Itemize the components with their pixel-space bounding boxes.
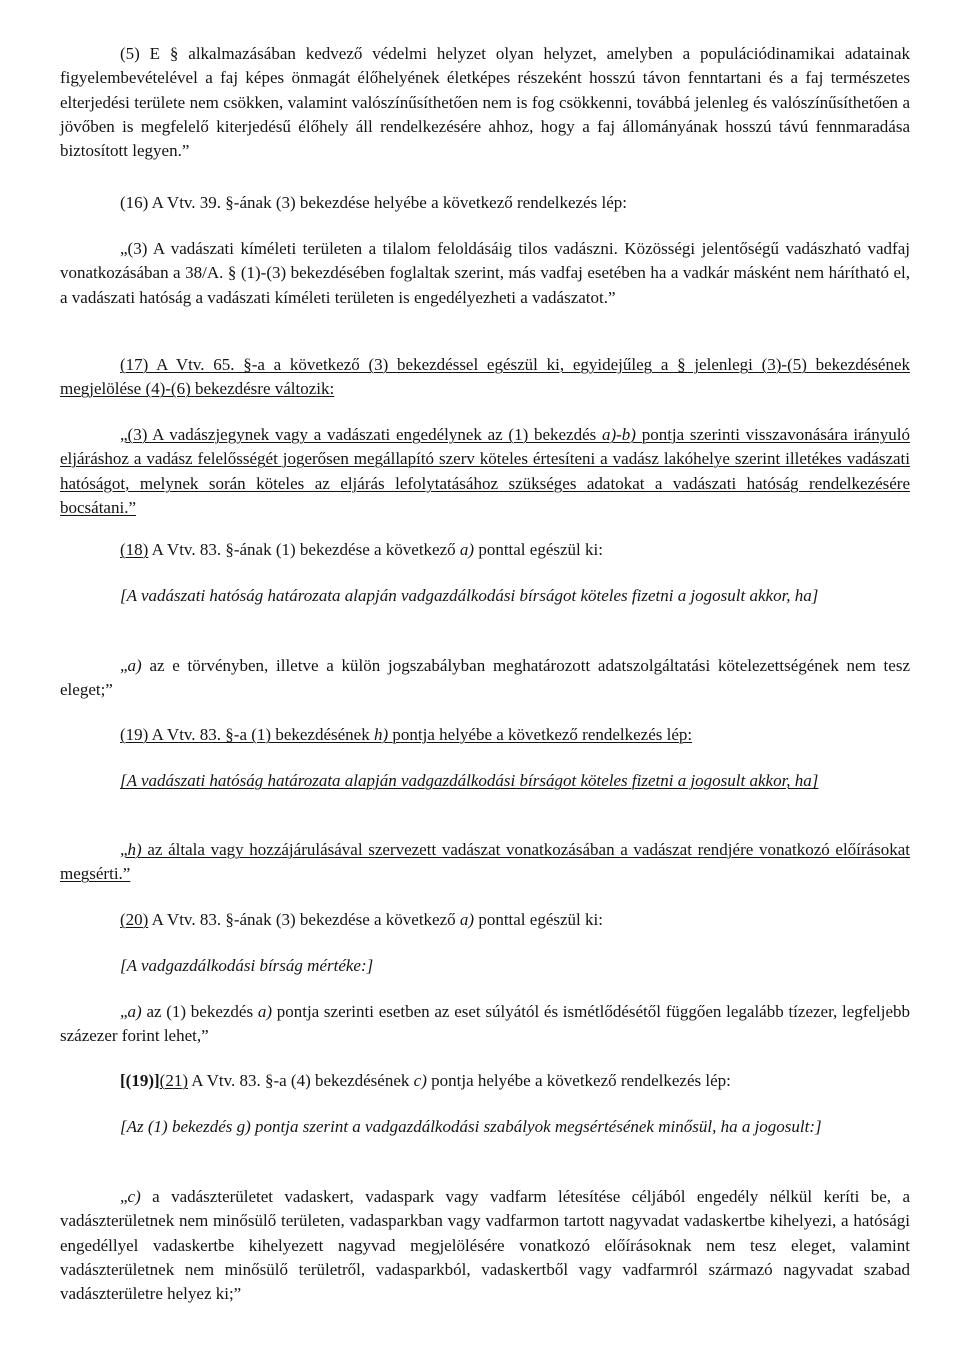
paragraph-20-intro bbox=[60, 954, 910, 978]
paragraph-21-intro-text: [Az (1) bekezdés g) pontja szerint a vadgazdálkodási szabályok megsértésének minősül, ha a jogosult:] bbox=[120, 1117, 822, 1136]
paragraph-21-intro bbox=[60, 1115, 910, 1139]
paragraph-20-heading: (20) A Vtv. 83. §-ának (3) bekezdése a következő a) ponttal egészül ki: bbox=[120, 910, 603, 929]
paragraph-19-heading bbox=[60, 723, 910, 747]
paragraph-16-heading-text: (16) A Vtv. 39. §-ának (3) bekezdése helyébe a következő rendelkezés lép: bbox=[120, 193, 627, 212]
paragraph-21-body: „c) a vadászterületet vadaskert, vadaspark vagy vadfarm létesítése céljából engedély nélkül keríti be, a vadászterületnek nem minősülő területen, vadasparkban vagy vadfarmon tartott nagyvadat vadaskertbe kihelyezi, a hatósági engedéllyel vadaskertbe kihelyezett nagyvad megjelölésére vonatkozó előírásoknak nem tesz eleget, valamint vadászterületnek nem minősülő területről, vadasparkból, vadaskertből vagy vadfarmról származó nagyvadat szabad vadászterületre helyez ki;” bbox=[60, 1187, 910, 1304]
point-ref: a) bbox=[127, 1002, 142, 1021]
point-ref: a) bbox=[127, 656, 142, 675]
point-ref: a) bbox=[459, 910, 475, 929]
point-ref: c) bbox=[413, 1071, 427, 1090]
paragraph-20-number: (20) bbox=[120, 910, 149, 929]
paragraph-18-body: „a) az e törvényben, illetve a külön jogszabályban meghatározott adatszolgáltatási kötelezettségének nem tesz eleget;” bbox=[60, 656, 910, 700]
paragraph-19-intro-text: [A vadászati hatóság határozata alapján vadgazdálkodási bírságot köteles fizetni a jogosult akkor, ha] bbox=[120, 771, 819, 790]
paragraph-19-intro bbox=[60, 769, 910, 793]
paragraph-19-body-text: „h) az általa vagy hozzájárulásával szervezett vadászat vonatkozásában a vadászat rendjére vonatkozó előírásokat megsérti.” bbox=[60, 840, 910, 884]
point-ref: h) bbox=[127, 840, 142, 859]
point-ref: a) bbox=[257, 1002, 272, 1021]
paragraph-21-old-number: [(19)] bbox=[120, 1071, 160, 1090]
paragraph-5-text: (5) E § alkalmazásában kedvező védelmi helyzet olyan helyzet, amelyben a populációdinamikai adatainak figyelembevételével a faj képes önmagát élőhelyének életképes részeként hosszú távon fenntartani és a faj természetes elterjedési területe nem csökken, valamint valószínűsíthetően nem is fog csökkenni, továbbá jelenleg és valószínűsíthetően a jövőben is megfelelő kiterjedésű élőhely áll rendelkezésére ahhoz, hogy a faj állományának hosszú távú fennmaradása biztosított legyen.” bbox=[60, 44, 910, 161]
paragraph-21-heading: [(19)](21) A Vtv. 83. §-a (4) bekezdésének c) pontja helyébe a következő rendelkezés lép: bbox=[120, 1071, 731, 1090]
paragraph-18-heading: (18) A Vtv. 83. §-ának (1) bekezdése a következő a) ponttal egészül ki: bbox=[120, 540, 603, 559]
paragraph-19-heading-text: (19) A Vtv. 83. §-a (1) bekezdésének h) pontja helyébe a következő rendelkezés lép: bbox=[120, 725, 693, 744]
point-ref: c) bbox=[127, 1187, 141, 1206]
point-ref: a)-b) bbox=[601, 425, 636, 444]
paragraph-17-heading-text: (17) A Vtv. 65. §-a a következő (3) bekezdéssel egészül ki, egyidejűleg a § jelenlegi (3)-(5) bekezdésének megjelölése (4)-(6) bekezdésre változik: bbox=[60, 355, 910, 399]
paragraph-18-intro bbox=[60, 584, 910, 608]
paragraph-16-heading bbox=[60, 191, 910, 215]
paragraph-16-body bbox=[60, 237, 910, 310]
paragraph-19-body bbox=[60, 838, 910, 887]
paragraph-5 bbox=[60, 42, 910, 163]
paragraph-16-body-text: „(3) A vadászati kíméleti területen a tilalom feloldásáig tilos vadászni. Közösségi jelentőségű vadászható vadfaj vonatkozásában a 38/A. § (1)-(3) bekezdésében foglaltak szerint, más vadfaj esetében ha a vadkár másként nem hárítható el, a vadászati hatóság a vadászati kíméleti területen is engedélyezheti a vadászatot.” bbox=[60, 239, 910, 307]
paragraph-17-body bbox=[60, 423, 910, 520]
paragraph-17-heading bbox=[60, 353, 910, 402]
paragraph-18-intro-text: [A vadászati hatóság határozata alapján vadgazdálkodási bírságot köteles fizetni a jogosult akkor, ha] bbox=[120, 586, 819, 605]
point-ref: h) bbox=[373, 725, 389, 744]
paragraph-20-body: „a) az (1) bekezdés a) pontja szerinti esetben az eset súlyától és ismétlődésétől függően legalább tízezer, legfeljebb százezer forint lehet,” bbox=[60, 1002, 910, 1046]
point-ref: a) bbox=[459, 540, 475, 559]
paragraph-20-intro-text: [A vadgazdálkodási bírság mértéke:] bbox=[120, 956, 374, 975]
paragraph-21-new-number: (21) bbox=[159, 1071, 188, 1090]
paragraph-17-body-text: „(3) A vadászjegynek vagy a vadászati engedélynek az (1) bekezdés a)-b) pontja szerinti visszavonására irányuló eljáráshoz a vadász felelősségét jogerősen megállapító szerv köteles értesíteni a vadász lakóhelye szerint illetékes vadászati hatóságot, melynek során köteles az eljárás lefolytatásához szükséges adatokat a vadászati hatóság rendelkezésére bocsátani.” bbox=[60, 425, 910, 517]
paragraph-18-number: (18) bbox=[120, 540, 149, 559]
